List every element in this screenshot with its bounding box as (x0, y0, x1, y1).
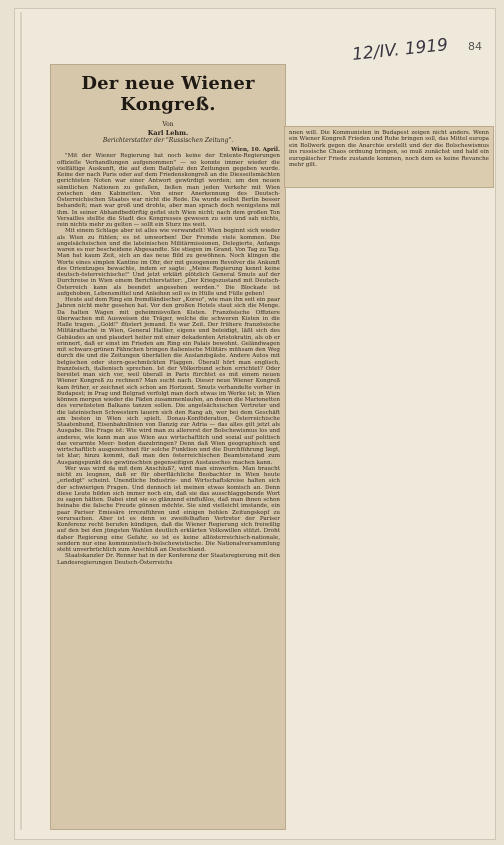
handwritten-date: 12/IV. 1919 (351, 35, 449, 65)
page-number: 84 (468, 40, 482, 53)
article-title: Der neue Wiener Kongreß. (81, 73, 255, 115)
article-paragraph: "Mit der Wiener Regierung hat noch keine der Entente-Regierungen offizielle Verhandlungen aufgenommen" — so konnte immer wieder die vielfältige Auskunft, die auf dem Ballplatz den Zeitungen gegeben wurde. Keine der nach Paris oder auf dem Friedenskongreß an die Diesseitsmächten gerichteten Noten war einer Antwort gewürdigt worden; um den neuen sämtlichen Nationen zu gefallen, ließen man jeden Verkehr mit Wien zwischen den Kabinetten. Von einer Anerkennung des Deutsch-Österreichischen Staates war nicht die Rede. Da wurde selbst Berlin besser behandelt; man war groß und drohte, aber man sprach doch wenigstens mit ihm. In seiner Abhandbedürftig gefiel sich Wien nicht; nach dem großen Ton Versailles stellte die Stadt des Kongresses gewesen zu sein und sah nichts, rein nichts mehr zu gelten — sollt ein Sturz ins weit. (57, 153, 280, 228)
author-role: Berichterstatter der "Russischen Zeitung". (102, 137, 234, 144)
article-paragraph: Staatskanzler Dr. Renner hat in der Konferenz der Staatsregierung mit den Landesregierungen Deutsch-Österreichs (57, 553, 280, 566)
article-paragraph: Mit einem Schlage aber ist alles wie verwandelt! Wien beginnt sich wieder als Wien zu fühlen; es ist umworben! Der Fremde viele kommen. Die angelsächsischen und die lateinischen Militärmissionen, Delegierte, Anfangs waren es nur bescheidene Abgesandte. Sie stiegen im Grand, Von Tag zu Tag. Man hat kaum Zeit, sich an das neue Bild zu gewöhnen. Noch klingen die Worte eines simplen Kantine im Ohr, der mit gezogenem Revolver die Ankunft des Orientzuges bewachte, indem er sagte: „Meine Regierung kennt keine deutsch-österreichische!" Und jetzt erklärt plötzlich General Smuts auf der Durchreise in Wien einem Berichterstatter: „Der Kriegszustand mit Deutsch-Österreich kann als beendet angesehen werden." Die Blockade ist aufgehoben, Lebensmittel und Anleihen soll es in Hülle und Fülle geben! (57, 228, 280, 297)
article-body (51, 145, 285, 566)
article-paragraph: Heute auf dem Ring ein fremdländischer „Korso", wie man ihn seit ein paar Jahren nicht mehr gesehen hat. Vor den großen Hotels staut sich die Menge. Da halten Wagen mit geheimnisvollen Kisten. Französische Offiziere überwachen mit Ausweisen die Träger, welche die schweren Kisten in die Halle tragen. „Gold!" flüstert jemand. Es war Zeit. Der frühere französische Militärattaché in Wien, General Hallier, eigens und beleidigt, läßt sich des Gebäudes an und plaudert heiter mit einer dekadenten Aristokratin, als ob er erinnert, daß er einst im Frieden am Ring ein Palais bewohnt. Geländwagen mit schwarz-grünen Fähnchen bringen italienische Militärs mühsam den Weg durch die und die Zeitungen überfallen die Auslandsgäste. Andere Autos mit belgischen oder stern-geschmückten Flaggen. Überall hört man englisch, französisch, italienisch sprechen. Ist der Völkerbund schon errichtet? Oder bereitet man sich vor, weil überall in Paris fürchtet es mit einem neuen Wiener Kongreß zu rechnen? Man sucht nach. Dieser neue Wiener Kongreß kam früher, er zeichnet sich schon am Horizont. Smuts verhandelte vorher in Budapest; in Prag und Belgrad verfolgt man doch etwas im Werke ist; in Wien können morgen wieder die Fäden zusammenlaufen, an denen die Marionetten des verwüsteten Balkans tanzen sollen. Die angelsächsischen Vertreter und die lateinischen Schwestern lauern sich den Rang ab, wer bei dem Geschäft am besten in Wien sich spielt. Donau-Konföderation, Österreichische Staatenbund, Eisenbahnlinien von Danzig zur Adria — das alles gilt jetzt als Ausgabe. Die Frage ist: Wie wird man zu allererst der Bolschewismus los und anderes, wie kann man aus Wien aus wirtschaftlich und sozial auf politisch das verarmte Meer- boden dazubringen? Denn daß Wien geographisch und wirtschaftlich ausgezeichnet für solche Funktion und die Durchführung liegt, ist klar; hinzu kommt, daß man den österreichischen Beamtenstand zum Ausgangspunkt des gewünschten gegenseitigen Austausches machen kann. (57, 297, 280, 466)
newspaper-clipping-main (50, 64, 286, 830)
newspaper-clipping-side (284, 126, 494, 188)
dateline: Wien, 10. April. (231, 147, 280, 153)
article-paragraph: Wer was wird da mit dem Anschluß?, wird man einwerfen. Man braucht nicht zu leugnen, daß er für oberflächliche Beobachter in Wien heute „erledigt" scheint. Unendliche Industrie- und Wirtschaftskreise halten sich der schwierigen Fragen. Und dennoch ist meinen etwas komisch an. Denn diese Leute bilden sich immer noch ein, daß sie das ausschlaggebende Wort zu sagen hätten. Dabei sind sie so glänzend einflußlos, daß man ihnen schon beinahe die falsche Freude gönnen möchte. Sie sind vielleicht imstande, ein paar Pariser Emissäre irrezuführen und einigen hohlen Zeitungskopf zu verursachen. Aber ist es denn so zweifelhaften Vertreter der Pariser Konferenz recht berufen kündigen, daß die Wiener Regierung sich freiwillig auf den bei den jüngsten Wahlen deutlich erklärten Volkswillen stützt. Droht daher Regierung eine Gefahr, so ist es keine allösterreichisch-nationale, sondern nur eine kommunistisch-bolschewistische. Die Nationalversammlung steht unverbrüchlich zum Anschluß an Deutschland. (57, 465, 280, 553)
author-name: Karl Lehm. (147, 129, 189, 137)
side-column-text (285, 127, 493, 171)
sheet-fold-line (20, 12, 22, 830)
byline (55, 121, 281, 145)
byline-von: Von (162, 121, 174, 128)
side-paragraph: nnen will. Die Kommunisten in Budapest zeigen nicht anders. Wenn ein Wiener Kongreß Frieden und Ruhe bringen soll, das Mittel europa ein Bollwerk gegen die Anarchie erstellt und der die Bolschewismus ins russische Chaos ordnung bringen, so muß zunächst und hald ein europäischer Friede zustande kommen, noch dem es keine Revanche mehr gilt. (289, 130, 489, 169)
